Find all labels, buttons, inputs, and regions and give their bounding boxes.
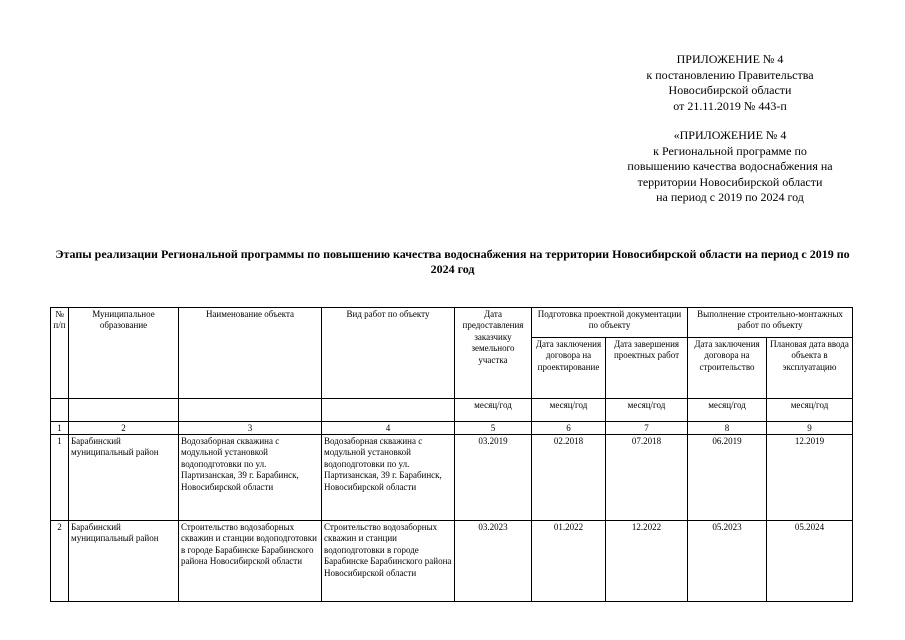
column-number: 7: [606, 422, 688, 435]
header-construction-contract-date: Дата заключения договора на строительство: [688, 338, 767, 399]
stages-table: [50, 307, 853, 602]
header-design-contract-date: Дата заключения договора на проектирование: [532, 338, 606, 399]
header-land-date: Дата предоставления заказчику земельного участка: [455, 308, 532, 399]
header-work-type: Вид работ по объекту: [322, 308, 455, 399]
table-units-row: [51, 399, 853, 422]
program-header-line: повышению качества водоснабжения на: [627, 159, 833, 173]
header-design-end-date: Дата завершения проектных работ: [606, 338, 688, 399]
row-design-contract-date: 01.2022: [532, 521, 606, 602]
appendix-header: [600, 52, 860, 114]
unit-label: месяц/год: [606, 399, 688, 422]
unit-label: месяц/год: [767, 399, 853, 422]
appendix-header-line: к постановлению Правительства: [646, 67, 814, 82]
row-commissioning-date: 12.2019: [767, 435, 853, 521]
column-number: 8: [688, 422, 767, 435]
program-header-line: на период с 2019 по 2024 год: [656, 190, 804, 204]
document-title: Этапы реализации Региональной программы по повышению качества водоснабжения на территории Новосибирской области на период с 2019 по 2024 год: [55, 247, 850, 276]
units-empty-cell: [322, 399, 455, 422]
header-object-name: Наименование объекта: [179, 308, 322, 399]
header-num: № п/п: [51, 308, 69, 399]
header-municipality: Муниципальное образование: [69, 308, 179, 399]
column-number: 6: [532, 422, 606, 435]
row-construction-contract-date: 06.2019: [688, 435, 767, 521]
table-header-row: [51, 308, 853, 338]
unit-label: месяц/год: [688, 399, 767, 422]
table-row: [51, 435, 853, 521]
row-num: 2: [51, 521, 69, 602]
header-construction-group: Выполнение строительно-монтажных работ по объекту: [688, 308, 853, 338]
units-empty-cell: [51, 399, 69, 422]
units-empty-cell: [179, 399, 322, 422]
row-work-type: Водозаборная скважина с модульной установкой водоподготовки по ул. Партизанская, 39 г. Барабинск, Новосибирской области: [322, 435, 455, 521]
program-header-line: территории Новосибирской области: [637, 174, 823, 189]
header-commissioning-date: Плановая дата ввода объекта в эксплуатацию: [767, 338, 853, 399]
table-row: [51, 521, 853, 602]
appendix-header-line: от 21.11.2019 № 443-п: [673, 98, 787, 113]
column-number: 9: [767, 422, 853, 435]
header-design-group: Подготовка проектной документации по объекту: [532, 308, 688, 338]
row-object-name: Строительство водозаборных скважин и станции водоподготовки в городе Барабинске Барабинского района Новосибирской области: [179, 521, 322, 602]
units-empty-cell: [69, 399, 179, 422]
row-num: 1: [51, 435, 69, 521]
row-design-contract-date: 02.2018: [532, 435, 606, 521]
appendix-header-line: ПРИЛОЖЕНИЕ № 4: [676, 52, 784, 66]
column-number: 5: [455, 422, 532, 435]
row-object-name: Водозаборная скважина с модульной установкой водоподготовки по ул. Партизанская, 39 г. Барабинск, Новосибирской области: [179, 435, 322, 521]
appendix-header-line: Новосибирской области: [668, 83, 792, 97]
unit-label: месяц/год: [455, 399, 532, 422]
column-number: 2: [69, 422, 179, 435]
table-column-numbers-row: [51, 422, 853, 435]
program-header-line: к Региональной программе по: [653, 143, 807, 158]
row-land-date: 03.2019: [455, 435, 532, 521]
row-design-end-date: 12.2022: [606, 521, 688, 602]
row-municipality: Барабинский муниципальный район: [69, 435, 179, 521]
program-appendix-header: [582, 128, 878, 206]
row-land-date: 03.2023: [455, 521, 532, 602]
column-number: 1: [51, 422, 69, 435]
program-header-line: «ПРИЛОЖЕНИЕ № 4: [673, 128, 787, 142]
row-design-end-date: 07.2018: [606, 435, 688, 521]
row-construction-contract-date: 05.2023: [688, 521, 767, 602]
row-municipality: Барабинский муниципальный район: [69, 521, 179, 602]
unit-label: месяц/год: [532, 399, 606, 422]
row-work-type: Строительство водозаборных скважин и станции водоподготовки в городе Барабинске Барабинского района Новосибирской области: [322, 521, 455, 602]
row-commissioning-date: 05.2024: [767, 521, 853, 602]
column-number: 3: [179, 422, 322, 435]
column-number: 4: [322, 422, 455, 435]
